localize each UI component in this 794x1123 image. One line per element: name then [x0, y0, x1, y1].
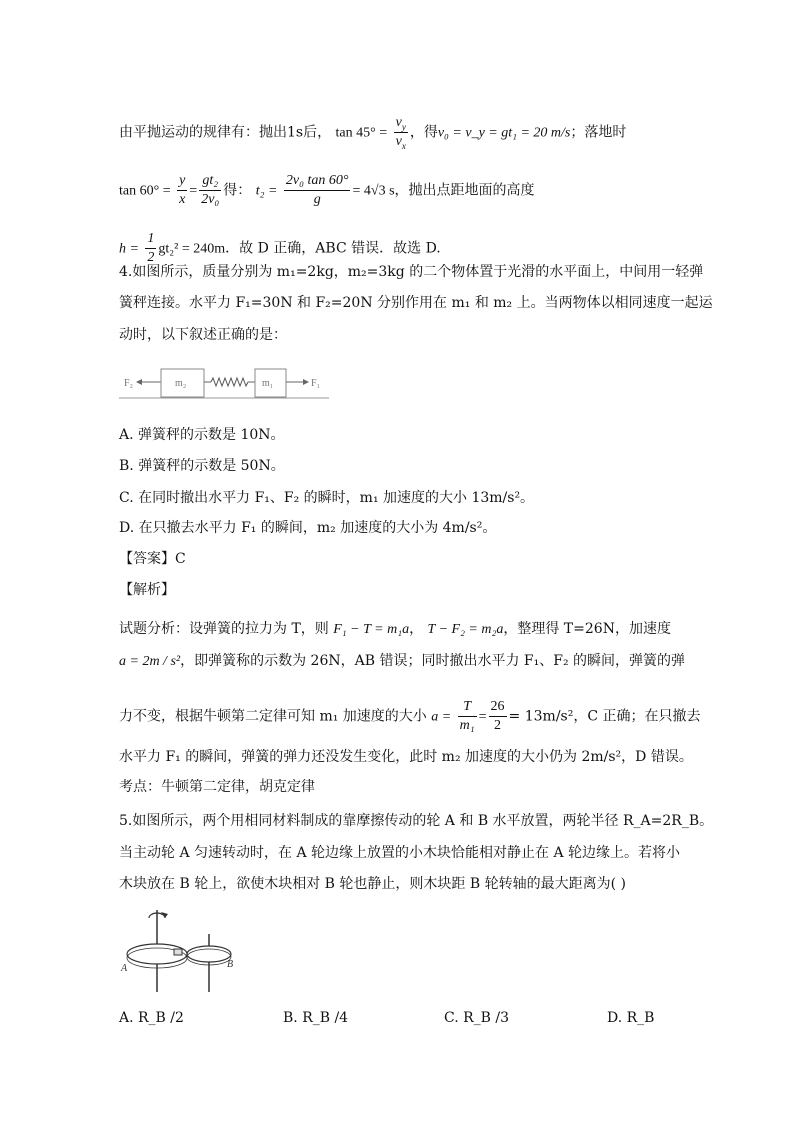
f1-label: F₁ [311, 378, 321, 389]
q4-option-c: C. 在同时撤出水平力 F₁、F₂ 的瞬时，m₁ 加速度的大小 13m/s²。 [119, 490, 535, 506]
q4-kaodian: 考点：牛顿第二定律，胡克定律 [119, 779, 315, 795]
rotation-arrowhead [161, 912, 168, 918]
q4-option-a: A. 弹簧秤的示数是 10N。 [119, 427, 285, 443]
q4-answer: 【答案】C [119, 551, 186, 567]
q4-analysis-heading: 【解析】 [119, 582, 175, 598]
solution-line-2: tan 60° = $\frac{y}{x}$ = $\frac{\text{gt₂}}{\text{2v₀}}$ 得： t₂ = $\frac{\text{2v₀ tan 60°}}{g}$ = 4√3 s，抛出点距地面的高度 [119, 173, 535, 207]
friction-wheels-figure [119, 904, 249, 996]
solution-line-3: h = $\frac{1}{2}$ gt₂² = 240m．故 D 正确，ABC 错误．故选 D. [119, 231, 441, 265]
fraction-vy-vx: $\frac{v_y}{v_x}$ [395, 115, 406, 151]
q5-stem-line-3: 木块放在 B 轮上，欲使木块相对 B 轮也静止，则木块距 B 轮转轴的最大距离为( ) [119, 876, 626, 892]
label-b: B [227, 959, 234, 970]
q4-analysis-line-2: a = 2m / s²，即弹簧称的示数为 26N，AB 错误；同时撤出水平力 F₁、F₂ 的瞬间，弹簧的弹 [119, 653, 686, 669]
q4-analysis-line-4: 水平力 F₁ 的瞬间，弹簧的弹力还没发生变化，此时 m₂ 加速度的大小仍为 2m/s²，D 错误。 [119, 749, 693, 765]
fraction-y-x: $\frac{y}{x}$ [179, 173, 186, 207]
q4-stem-line-2: 簧秤连接。水平力 F₁=30N 和 F₂=20N 分别作用在 m₁ 和 m₂ 上。当两物体以相同速度一起运 [119, 295, 713, 311]
spring-masses-figure [119, 365, 329, 399]
f1-arrowhead [303, 379, 309, 385]
q4-stem-line-3: 动时，以下叙述正确的是： [119, 327, 287, 343]
m1-label: m₁ [262, 378, 274, 389]
q4-option-b: B. 弹簧秤的示数是 50N。 [119, 458, 285, 474]
q4-stem-line-1: 4.如图所示，质量分别为 m₁=2kg，m₂=3kg 的二个物体置于光滑的水平面上，中间用一轻弹 [119, 264, 704, 280]
solution-line-1: 由平抛运动的规律有：抛出1s后， tan 45° = $\frac{v_y}{v_x}$ ，得v₀ = v_y = gt₁ = 20 m/s；落地时 [119, 115, 627, 151]
q4-option-d: D. 在只撤去水平力 F₁ 的瞬间，m₂ 加速度的大小为 4m/s²。 [119, 520, 497, 536]
q4-analysis-line-1: 试题分析：设弹簧的拉力为 T，则 F₁ − T = m₁a， T − F₂ = m₂a，整理得 T=26N，加速度 [119, 621, 671, 637]
label-a: A [121, 963, 128, 974]
fraction-one-half: $\frac{1}{2}$ [147, 231, 155, 265]
spring-coil [211, 378, 248, 386]
fraction-26-2: $\frac{26}{2}$ [490, 699, 505, 733]
q5-option-d: D. R_B [607, 1010, 655, 1026]
q5-stem-line-2: 当主动轮 A 匀速转动时，在 A 轮边缘上放置的小木块恰能相对静止在 A 轮边缘上。若将小 [119, 845, 681, 861]
q5-stem-line-1: 5.如图所示，两个用相同材料制成的靠摩擦传动的轮 A 和 B 水平放置，两轮半径 R_A=2R_B。 [119, 813, 714, 829]
fraction-T-m1: $\frac{T}{\text{m₁}}$ [459, 699, 475, 733]
fraction-2v0tan60-g: $\frac{\text{2v₀ tan 60°}}{g}$ [285, 173, 349, 207]
q5-option-c: C. R_B /3 [444, 1010, 510, 1026]
q4-analysis-line-3: 力不变，根据牛顿第二定律可知 m₁ 加速度的大小 a = $\frac{T}{\text{m₁}}$ = $\frac{26}{2}$ = 13m/s²，C 正确；在只撤去 [119, 699, 701, 733]
m2-label: m₂ [175, 378, 187, 389]
wooden-block [174, 949, 182, 955]
f2-arrowhead [136, 379, 142, 385]
q5-option-b: B. R_B /4 [283, 1010, 349, 1026]
wheel-b [187, 946, 231, 962]
f2-label: F₂ [124, 378, 134, 389]
fraction-gt2-2v0: $\frac{\text{gt₂}}{\text{2v₀}}$ [201, 173, 220, 207]
q5-option-a: A. R_B /2 [119, 1010, 184, 1026]
